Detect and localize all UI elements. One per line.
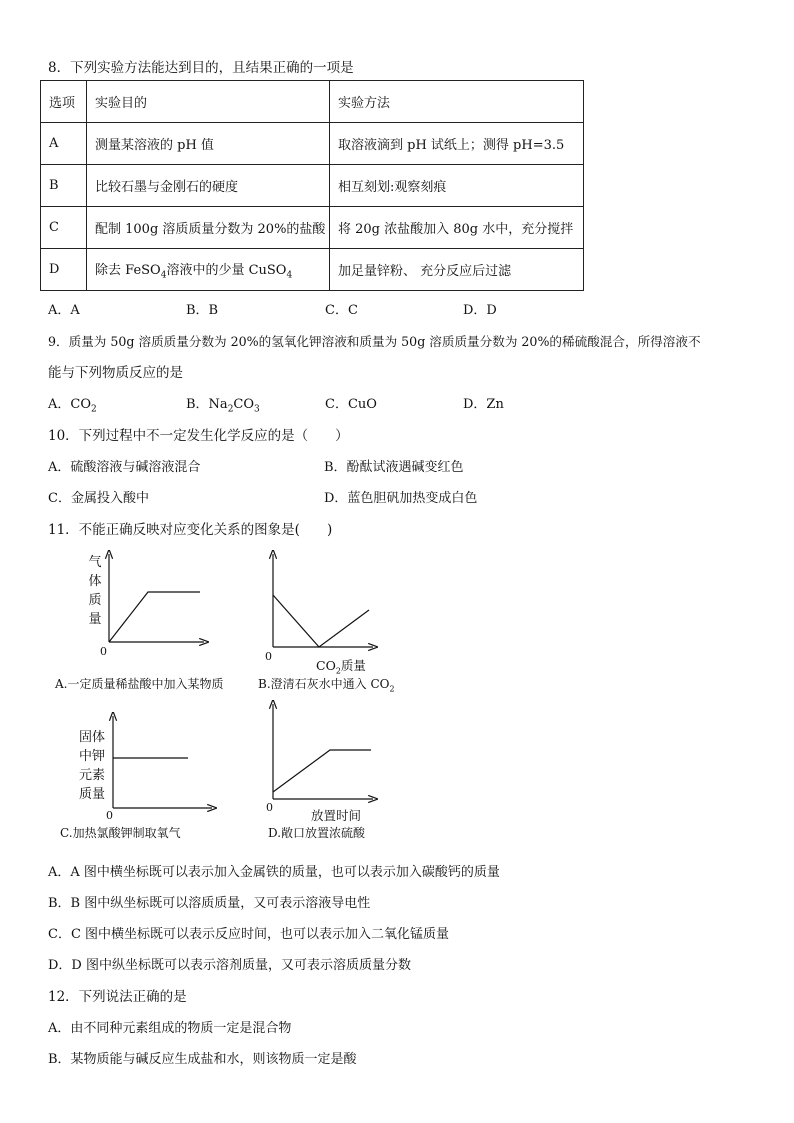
- subscript: 2: [389, 684, 395, 694]
- subscript: 2: [335, 666, 341, 676]
- q9-choice-b: [186, 393, 260, 415]
- goal-text: 溶液中的少量 CuSO: [166, 262, 287, 278]
- xlabel-text: 质量: [340, 658, 366, 673]
- q12-choice-b: B．某物质能与碱反应生成盐和水，则该物质一定是酸: [48, 1052, 357, 1067]
- table-cell-goal: 配制 100g 溶质质量分数为 20%的盐酸: [87, 207, 330, 249]
- table-cell-option: A: [41, 123, 87, 165]
- graph-c-ylabel: [76, 728, 108, 804]
- table-row: [41, 249, 584, 291]
- goal-text: 除去 FeSO: [95, 262, 161, 278]
- subscript: 4: [286, 270, 293, 281]
- q10-choice-b: B．酚酞试液遇碱变红色: [324, 460, 464, 475]
- table-header-cell: 实验方法: [330, 81, 584, 123]
- ylabel-line: 质量: [78, 787, 105, 802]
- graph-a-caption: A.一定质量稀盐酸中加入某物质: [55, 677, 224, 691]
- table-cell-method: 相互刻划:观察刻痕: [330, 165, 584, 207]
- ylabel-line: 固体: [78, 730, 105, 745]
- graph-d-caption: D.敞口放置浓硫酸: [268, 826, 366, 840]
- q9-choice-d: D．Zn: [463, 397, 504, 412]
- ylabel-char: 气: [88, 555, 102, 570]
- table-cell-option: B: [41, 165, 87, 207]
- q11-choice-c: C．C 图中横坐标既可以表示反应时间，也可以表示加入二氧化锰质量: [48, 927, 450, 942]
- xlabel-text: CO: [316, 658, 336, 673]
- graph-c: [108, 712, 218, 812]
- subscript: 3: [254, 404, 260, 415]
- q9-choice-a: [48, 393, 97, 415]
- data-line: [273, 750, 371, 792]
- q11-stem: 11．不能正确反映对应变化关系的图象是( ): [48, 522, 333, 538]
- choice-text: CO: [233, 397, 255, 412]
- q12-stem: 12．下列说法正确的是: [48, 989, 187, 1005]
- q9-choice-c: C．CuO: [325, 397, 377, 412]
- graph-b: [265, 550, 380, 660]
- graph-c-origin: 0: [106, 809, 113, 822]
- q8-table: [40, 80, 584, 291]
- ylabel-char: 质: [88, 593, 102, 608]
- data-line: [273, 595, 369, 647]
- q11-choice-b: B．B 图中纵坐标既可以溶质质量，又可表示溶液导电性: [48, 896, 371, 911]
- table-cell-method: 取溶液滴到 pH 试纸上；测得 pH=3.5: [330, 123, 584, 165]
- ylabel-char: 量: [88, 612, 102, 627]
- graph-c-caption: C.加热氯酸钾制取氧气: [60, 826, 181, 840]
- q11-choice-a: A．A 图中横坐标既可以表示加入金属铁的质量，也可以表示加入碳酸钙的质量: [48, 865, 500, 880]
- graph-a: [100, 550, 210, 660]
- ylabel-line: 中钾: [78, 749, 105, 764]
- graph-b-caption: [258, 675, 395, 693]
- q10-choice-d: D．蓝色胆矾加热变成白色: [324, 491, 478, 506]
- table-header-cell: 实验目的: [87, 81, 330, 123]
- q9-stem-line2: 能与下列物质反应的是: [48, 365, 183, 381]
- table-cell-method: 加足量锌粉、 充分反应后过滤: [330, 249, 584, 291]
- q10-choice-c: C．金属投入酸中: [48, 491, 149, 506]
- subscript: 4: [160, 270, 167, 281]
- table-row: [41, 165, 584, 207]
- graph-a-origin: 0: [100, 645, 107, 658]
- data-line: [109, 592, 200, 642]
- table-cell-goal: [87, 249, 330, 291]
- table-row: [41, 207, 584, 249]
- graph-a-ylabel: [86, 553, 104, 629]
- choice-text: A．CO: [48, 397, 91, 412]
- q10-stem: 10．下列过程中不一定发生化学反应的是（ ）: [48, 428, 349, 444]
- table-cell-option: D: [41, 249, 87, 291]
- q12-choice-a: A．由不同种元素组成的物质一定是混合物: [48, 1021, 292, 1036]
- table-row: [41, 123, 584, 165]
- q8-choice-b: B．B: [186, 303, 219, 318]
- graph-d-xlabel: 放置时间: [311, 808, 362, 823]
- ylabel-char: 体: [88, 574, 102, 589]
- table-cell-goal: 测量某溶液的 pH 值: [87, 123, 330, 165]
- q8-choice-a: A．A: [48, 303, 80, 318]
- subscript: 2: [91, 404, 97, 415]
- q8-choice-d: D．D: [463, 303, 497, 318]
- graph-d: [265, 700, 380, 805]
- table-header-cell: 选项: [41, 81, 87, 123]
- q11-choice-d: D．D 图中纵坐标既可以表示溶剂质量，又可表示溶质质量分数: [48, 958, 411, 973]
- subscript: 2: [227, 404, 234, 415]
- graph-d-origin: 0: [266, 801, 273, 814]
- q9-stem-line1: 9．质量为 50g 溶质质量分数为 20%的氢氧化钾溶液和质量为 50g 溶质质量分数为 20%的稀硫酸混合，所得溶液不: [48, 334, 701, 349]
- graph-b-origin: 0: [265, 650, 272, 663]
- q10-choice-a: A．硫酸溶液与碱溶液混合: [48, 460, 201, 475]
- choice-text: B．Na: [186, 397, 228, 412]
- q8-choice-c: C．C: [325, 303, 358, 318]
- table-cell-goal: 比较石墨与金刚石的硬度: [87, 165, 330, 207]
- table-cell-method: 将 20g 浓盐酸加入 80g 水中，充分搅拌: [330, 207, 584, 249]
- table-cell-option: C: [41, 207, 87, 249]
- graph-b-xlabel: [316, 656, 366, 676]
- ylabel-line: 元素: [78, 768, 105, 783]
- q8-stem: 8．下列实验方法能达到目的，且结果正确的一项是: [48, 60, 354, 76]
- table-header-row: [41, 81, 584, 123]
- caption-text: B.澄清石灰水中通入 CO: [258, 677, 390, 691]
